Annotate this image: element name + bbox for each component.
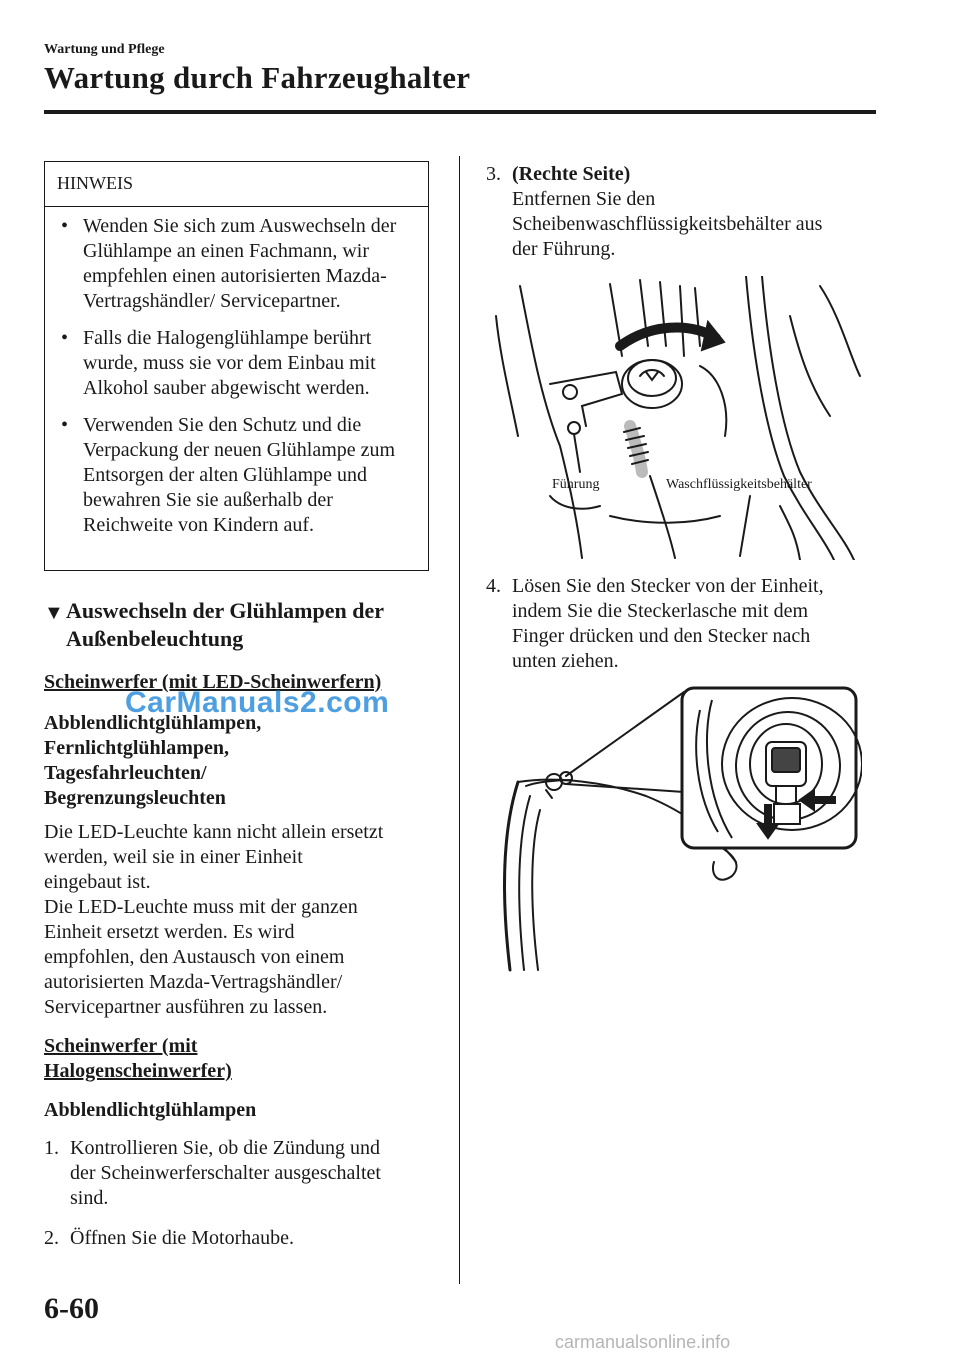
watermark: CarManuals2.com (125, 686, 390, 719)
note-item-text: Wenden Sie sich zum Auswechseln der Glühlampe an einen Fachmann, wir empfehlen einen autorisierten Mazda-Vertragshändler/ Servicepartner. (83, 215, 397, 312)
step-text-line: Finger drücken und den Stecker nach (512, 625, 811, 647)
guide-label: Führung (552, 477, 600, 492)
step-text-line: Kontrollieren Sie, ob die Zündung und (70, 1137, 380, 1159)
section-label: Wartung und Pflege (44, 42, 165, 57)
halogen-headlight-heading-line: Scheinwerfer (mit (44, 1035, 198, 1057)
headlight-connector-figure (496, 686, 862, 976)
step-text-line: Scheibenwaschflüssigkeitsbehälter aus (512, 213, 823, 235)
section-heading (44, 597, 444, 653)
note-header (45, 162, 428, 207)
footer-link[interactable]: carmanualsonline.info (555, 1332, 731, 1352)
led-text-line: autorisierten Mazda-Vertragshändler/ (44, 971, 343, 993)
page-number: 6-60 (44, 1292, 99, 1325)
note-box (44, 161, 429, 571)
note-title: HINWEIS (57, 173, 133, 193)
step-2 (44, 1226, 439, 1251)
step-text-line: Öffnen Sie die Motorhaube. (70, 1227, 295, 1249)
triangle-marker-icon: ▼ (44, 602, 64, 624)
note-item (45, 214, 428, 314)
bullet-icon: • (61, 414, 69, 436)
note-list (45, 214, 428, 550)
note-item-text: Falls die Halogenglühlampe berührt wurde, muss sie vor dem Einbau mit Alkohol sauber abgewischt werden. (83, 327, 376, 399)
led-bulb-heading-line: Abblendlichtglühlampen, (44, 712, 262, 734)
led-text-line: Die LED-Leuchte muss mit der ganzen (44, 896, 358, 918)
bullet-icon: • (61, 327, 69, 349)
column-divider (459, 156, 460, 1284)
led-headlight-heading: Scheinwerfer (mit LED-Scheinwerfern) (44, 671, 382, 693)
step-text-line: indem Sie die Steckerlasche mit dem (512, 600, 809, 622)
note-item-text: Verwenden Sie den Schutz und die Verpackung der neuen Glühlampe zum Entsorgen der alten Glühlampe und bewahren Sie sie außerhalb der Reichweite von Kindern auf. (83, 414, 396, 536)
bullet-icon: • (61, 215, 69, 237)
led-bulb-heading-line: Begrenzungsleuchten (44, 787, 226, 809)
step-text-line: sind. (70, 1187, 109, 1209)
halogen-headlight-heading-line: Halogenscheinwerfer) (44, 1060, 232, 1082)
step-1 (44, 1136, 439, 1211)
step-3 (486, 162, 881, 262)
note-item (45, 326, 428, 401)
header-rule (44, 110, 876, 114)
step-text-line: unten ziehen. (512, 650, 619, 672)
step-4 (486, 574, 881, 674)
note-item (45, 413, 428, 538)
led-text-line: eingebaut ist. (44, 871, 151, 893)
led-bulb-heading-line: Tagesfahrleuchten/ (44, 762, 207, 784)
step-number: 2. (44, 1227, 59, 1249)
reservoir-label: Waschflüssigkeitsbehälter (666, 477, 812, 492)
step-text-line: der Führung. (512, 238, 616, 260)
led-text-line: Die LED-Leuchte kann nicht allein ersetzt (44, 821, 384, 843)
led-text-line: empfohlen, den Austausch von einem (44, 946, 345, 968)
step-text-line: Entfernen Sie den (512, 188, 656, 210)
page-title: Wartung durch Fahrzeughalter (44, 60, 471, 95)
section-heading-text: Auswechseln der Glühlampen der Außenbeleuchtung (66, 598, 384, 651)
led-bulb-heading-line: Fernlichtglühlampen, (44, 737, 230, 759)
led-text-line: werden, weil sie in einer Einheit (44, 846, 303, 868)
step-text-line: Lösen Sie den Stecker von der Einheit, (512, 575, 824, 597)
step-bold-heading: (Rechte Seite) (512, 163, 631, 185)
led-text-line: Servicepartner ausführen zu lassen. (44, 996, 328, 1018)
halogen-bulb-heading: Abblendlichtglühlampen (44, 1099, 257, 1121)
led-text-line: Einheit ersetzt werden. Es wird (44, 921, 295, 943)
washer-reservoir-figure (490, 276, 876, 560)
step-number: 4. (486, 575, 501, 597)
step-number: 1. (44, 1137, 59, 1159)
step-number: 3. (486, 163, 501, 185)
step-text-line: der Scheinwerferschalter ausgeschaltet (70, 1162, 381, 1184)
